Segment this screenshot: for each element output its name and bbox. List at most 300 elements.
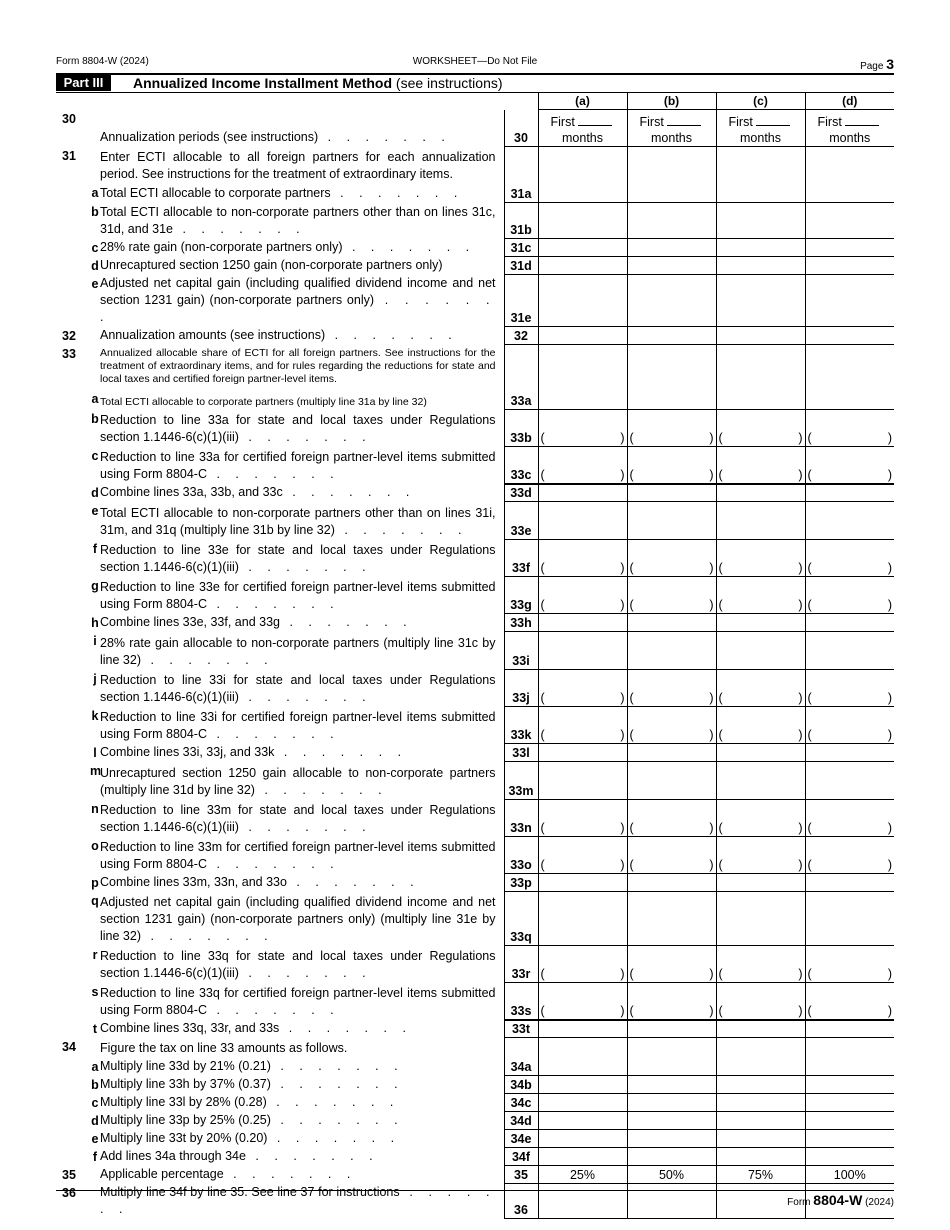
line-number [56, 670, 90, 707]
line-ref-33k: 33k [504, 707, 538, 744]
line-row-34e [56, 1130, 894, 1148]
months-label: months [562, 131, 603, 145]
input-34f-b[interactable] [627, 1148, 716, 1166]
input-34a-d[interactable] [805, 1058, 894, 1076]
line-ref-33 [504, 345, 538, 390]
line-text: Unrecaptured section 1250 gain (non-corporate partners only) [100, 257, 443, 272]
worksheet-notice: WORKSHEET—Do Not File [412, 56, 538, 67]
line-letter: a [91, 391, 99, 406]
line-text: Reduction to line 33q for state and local taxes under Regulations section 1.1446-6(c)(1)(iii) [100, 948, 496, 980]
leader-dots: . . . . . . . [266, 1094, 400, 1109]
close-paren: ) [798, 967, 803, 981]
input-33p-b[interactable] [627, 874, 716, 892]
input-31d-a[interactable] [538, 257, 627, 275]
close-paren: ) [620, 1003, 625, 1018]
line-text: Combine lines 33a, 33b, and 33c [100, 484, 283, 499]
input-31b-d[interactable] [805, 203, 894, 239]
input-34d-d[interactable] [805, 1112, 894, 1130]
input-33g-b[interactable] [627, 577, 716, 614]
input-33h-c[interactable] [716, 614, 805, 632]
input-33-d [805, 345, 894, 390]
input-33s-b[interactable] [627, 983, 716, 1020]
line-letter: d [91, 1113, 99, 1128]
open-paren: ( [718, 821, 723, 835]
input-33o-b[interactable] [627, 837, 716, 874]
input-33c-d[interactable] [805, 447, 894, 484]
months-blank[interactable] [845, 113, 879, 126]
input-33t-d[interactable] [805, 1020, 894, 1038]
col-a-header: (a) [538, 93, 627, 110]
part-title: Annualized Income Installment Method (see instructions) [133, 75, 503, 91]
input-33k-c[interactable] [716, 707, 805, 744]
input-33f-b[interactable] [627, 540, 716, 577]
input-33c-c[interactable] [716, 447, 805, 484]
input-33m-a[interactable] [538, 762, 627, 800]
first-months-field[interactable] [628, 110, 716, 146]
close-paren: ) [709, 858, 714, 872]
input-34e-b[interactable] [627, 1130, 716, 1148]
input-33d-c[interactable] [716, 484, 805, 502]
input-31d-d[interactable] [805, 257, 894, 275]
input-34f-c[interactable] [716, 1148, 805, 1166]
line-letter: l [93, 745, 97, 760]
leader-dots: . . . . . . . [238, 965, 372, 980]
line-row-34f [56, 1148, 894, 1166]
input-33b-b[interactable] [627, 410, 716, 447]
input-33f-a[interactable] [538, 540, 627, 577]
line-number: 31 [62, 148, 76, 163]
input-33p-a[interactable] [538, 874, 627, 892]
close-paren: ) [798, 467, 803, 482]
input-33d-b[interactable] [627, 484, 716, 502]
line-description [100, 345, 504, 390]
close-paren: ) [620, 691, 625, 705]
close-paren: ) [887, 858, 892, 872]
line-text: Total ECTI allocable to non-corporate partners other than on lines 31c, 31d, and 31e [100, 204, 496, 236]
months-blank[interactable] [756, 113, 790, 126]
input-33l-a[interactable] [538, 744, 627, 762]
input-33p-c[interactable] [716, 874, 805, 892]
input-33r-d[interactable] [805, 946, 894, 983]
line-text: Enter ECTI allocable to all foreign partners for each annualization period. See instructions for the treatment of extraordinary items. [100, 149, 496, 181]
input-31e-b[interactable] [627, 275, 716, 327]
line-row-31e [56, 275, 894, 327]
first-label: First [728, 115, 753, 129]
input-33e-b[interactable] [627, 502, 716, 540]
input-31c-b[interactable] [627, 239, 716, 257]
input-33c-b[interactable] [627, 447, 716, 484]
close-paren: ) [887, 691, 892, 705]
input-34c-b[interactable] [627, 1094, 716, 1112]
close-paren: ) [798, 691, 803, 705]
input-32-a[interactable] [538, 327, 627, 345]
input-34a-b[interactable] [627, 1058, 716, 1076]
open-paren: ( [540, 431, 545, 445]
open-paren: ( [540, 821, 545, 835]
open-paren: ( [629, 467, 634, 482]
line-row-36 [56, 1184, 894, 1219]
input-31a-a[interactable] [538, 184, 627, 203]
line-row-33b [56, 410, 894, 447]
input-30-d[interactable] [805, 110, 894, 147]
input-31d-c[interactable] [716, 257, 805, 275]
line-row-33d [56, 484, 894, 502]
line-number [56, 257, 90, 275]
line-number [56, 837, 90, 874]
line-description [100, 892, 504, 946]
input-33n-c[interactable] [716, 800, 805, 837]
input-33k-a[interactable] [538, 707, 627, 744]
input-33s-d[interactable] [805, 983, 894, 1020]
line-description [100, 327, 504, 345]
open-paren: ( [540, 598, 545, 612]
input-33t-a[interactable] [538, 1020, 627, 1038]
input-33g-a[interactable] [538, 577, 627, 614]
line-row-34a [56, 1058, 894, 1076]
line-row-33k [56, 707, 894, 744]
line-row-34d [56, 1112, 894, 1130]
line-description [100, 632, 504, 670]
input-32-d[interactable] [805, 327, 894, 345]
input-33-c [716, 345, 805, 390]
line-number [56, 239, 90, 257]
input-30-a[interactable] [538, 110, 627, 147]
input-33j-c[interactable] [716, 670, 805, 707]
input-33e-c[interactable] [716, 502, 805, 540]
line-letter: c [91, 240, 99, 255]
leader-dots: . . . . . . . [279, 1020, 412, 1035]
input-34d-c[interactable] [716, 1112, 805, 1130]
input-31e-c[interactable] [716, 275, 805, 327]
line-number: 35 [62, 1167, 76, 1182]
line-text: Combine lines 33e, 33f, and 33g [100, 614, 280, 629]
input-36-a[interactable] [538, 1184, 627, 1219]
line-number [56, 983, 90, 1020]
input-34b-a[interactable] [538, 1076, 627, 1094]
open-paren: ( [807, 561, 812, 575]
months-blank[interactable] [667, 113, 701, 126]
input-33g-d[interactable] [805, 577, 894, 614]
input-33m-c[interactable] [716, 762, 805, 800]
input-33b-c[interactable] [716, 410, 805, 447]
input-34d-a[interactable] [538, 1112, 627, 1130]
input-33f-c[interactable] [716, 540, 805, 577]
open-paren: ( [540, 967, 545, 981]
input-33l-d[interactable] [805, 744, 894, 762]
line-row-31d [56, 257, 894, 275]
input-33d-a[interactable] [538, 484, 627, 502]
input-33k-d[interactable] [805, 707, 894, 744]
line-ref-34f: 34f [504, 1148, 538, 1166]
input-33o-d[interactable] [805, 837, 894, 874]
input-33i-a[interactable] [538, 632, 627, 670]
input-33h-d[interactable] [805, 614, 894, 632]
leader-dots: . . . . . . . [286, 874, 420, 889]
input-30-b[interactable] [627, 110, 716, 147]
input-34f-a[interactable] [538, 1148, 627, 1166]
line-ref-32: 32 [504, 327, 538, 345]
input-34b-d[interactable] [805, 1076, 894, 1094]
input-30-c[interactable] [716, 110, 805, 147]
input-33b-a[interactable] [538, 410, 627, 447]
months-blank[interactable] [578, 113, 612, 126]
line-ref-33p: 33p [504, 874, 538, 892]
input-36-b[interactable] [627, 1184, 716, 1219]
input-33i-c[interactable] [716, 632, 805, 670]
line-text: Annualization amounts (see instructions) [100, 327, 326, 342]
line-letter: h [91, 615, 99, 630]
line-ref-34 [504, 1038, 538, 1058]
input-34c-a[interactable] [538, 1094, 627, 1112]
input-34-b [627, 1038, 716, 1058]
input-31a-c[interactable] [716, 184, 805, 203]
input-34d-b[interactable] [627, 1112, 716, 1130]
leader-dots: . . . . . . . [207, 466, 340, 481]
line-row-33p [56, 874, 894, 892]
line-description [100, 502, 504, 540]
input-33o-a[interactable] [538, 837, 627, 874]
leader-dots: . . . . . . . [207, 726, 340, 741]
input-31-c [716, 147, 805, 184]
input-32-c[interactable] [716, 327, 805, 345]
line-row-32 [56, 327, 894, 345]
input-33r-b[interactable] [627, 946, 716, 983]
input-33f-d[interactable] [805, 540, 894, 577]
input-34e-a[interactable] [538, 1130, 627, 1148]
first-months-field[interactable] [717, 110, 805, 146]
leader-dots: . . . . . . . [280, 614, 413, 629]
input-31c-d[interactable] [805, 239, 894, 257]
line-description [100, 707, 504, 744]
input-33i-b[interactable] [627, 632, 716, 670]
line-number [56, 410, 90, 447]
input-34f-d[interactable] [805, 1148, 894, 1166]
input-32-b[interactable] [627, 327, 716, 345]
line-text: Figure the tax on line 33 amounts as follows. [100, 1040, 348, 1055]
input-33p-d[interactable] [805, 874, 894, 892]
line-letter: d [91, 485, 99, 500]
leader-dots: . . . . . . . [173, 221, 306, 236]
line-row-33q [56, 892, 894, 946]
input-33q-c[interactable] [716, 892, 805, 946]
input-34b-b[interactable] [627, 1076, 716, 1094]
input-34a-c[interactable] [716, 1058, 805, 1076]
line-letter: b [91, 411, 99, 426]
input-34a-a[interactable] [538, 1058, 627, 1076]
line-ref-33n: 33n [504, 800, 538, 837]
input-33g-c[interactable] [716, 577, 805, 614]
input-33a-d[interactable] [805, 390, 894, 410]
input-33j-d[interactable] [805, 670, 894, 707]
input-33s-a[interactable] [538, 983, 627, 1020]
line-row-33 [56, 345, 894, 390]
input-33b-d[interactable] [805, 410, 894, 447]
first-label: First [550, 115, 575, 129]
line-number [56, 800, 90, 837]
input-33t-b[interactable] [627, 1020, 716, 1038]
close-paren: ) [798, 728, 803, 742]
first-label: First [639, 115, 664, 129]
input-31c-c[interactable] [716, 239, 805, 257]
leader-dots: . . . . . . . [325, 327, 458, 342]
input-33o-c[interactable] [716, 837, 805, 874]
input-33-b [627, 345, 716, 390]
line-number [56, 892, 90, 946]
line-text: Reduction to line 33e for certified foreign partner-level items submitted using Form 8804-C [100, 579, 496, 611]
input-35-b[interactable]: 50% [627, 1166, 716, 1184]
input-33q-a[interactable] [538, 892, 627, 946]
input-35-d[interactable]: 100% [805, 1166, 894, 1184]
line-text: 28% rate gain allocable to non-corporate partners (multiply line 31c by line 32) [100, 635, 496, 667]
input-33m-b[interactable] [627, 762, 716, 800]
input-33e-a[interactable] [538, 502, 627, 540]
line-description [100, 110, 504, 147]
input-31b-c[interactable] [716, 203, 805, 239]
line-row-33r [56, 946, 894, 983]
line-ref-31a: 31a [504, 184, 538, 203]
leader-dots: . . . . . . . [141, 928, 274, 943]
line-row-35 [56, 1166, 894, 1184]
input-33a-b[interactable] [627, 390, 716, 410]
input-33l-b[interactable] [627, 744, 716, 762]
line-description [100, 1058, 504, 1076]
open-paren: ( [807, 728, 812, 742]
input-34c-c[interactable] [716, 1094, 805, 1112]
leader-dots: . . . . . . . [342, 239, 476, 254]
line-text: Multiply line 33d by 21% (0.21) [100, 1058, 271, 1073]
col-d-header: (d) [805, 93, 894, 110]
close-paren: ) [620, 967, 625, 981]
input-31e-a[interactable] [538, 275, 627, 327]
line-ref-33a: 33a [504, 390, 538, 410]
input-33n-d[interactable] [805, 800, 894, 837]
input-33e-d[interactable] [805, 502, 894, 540]
open-paren: ( [718, 598, 723, 612]
line-row-33c [56, 447, 894, 484]
leader-dots: . . . . . . . [207, 1002, 340, 1017]
input-34e-c[interactable] [716, 1130, 805, 1148]
line-number [56, 1058, 90, 1076]
line-number [56, 1148, 90, 1166]
line-text: Reduction to line 33a for certified foreign partner-level items submitted using Form 8804-C [100, 449, 496, 481]
input-34b-c[interactable] [716, 1076, 805, 1094]
first-months-field[interactable] [539, 110, 627, 146]
input-33m-d[interactable] [805, 762, 894, 800]
col-b-header: (b) [627, 93, 716, 110]
input-31e-d[interactable] [805, 275, 894, 327]
line-ref-35: 35 [504, 1166, 538, 1184]
line-number: 32 [62, 328, 76, 343]
line-letter: e [91, 1131, 99, 1146]
line-description [100, 837, 504, 874]
input-33j-a[interactable] [538, 670, 627, 707]
input-33a-c[interactable] [716, 390, 805, 410]
line-ref-33t: 33t [504, 1020, 538, 1038]
input-35-a[interactable]: 25% [538, 1166, 627, 1184]
input-33j-b[interactable] [627, 670, 716, 707]
input-33q-d[interactable] [805, 892, 894, 946]
close-paren: ) [798, 561, 803, 575]
input-31b-a[interactable] [538, 203, 627, 239]
open-paren: ( [718, 431, 723, 445]
input-31b-b[interactable] [627, 203, 716, 239]
close-paren: ) [887, 598, 892, 612]
input-31c-a[interactable] [538, 239, 627, 257]
input-34c-d[interactable] [805, 1094, 894, 1112]
input-33n-b[interactable] [627, 800, 716, 837]
open-paren: ( [718, 561, 723, 575]
line-number [56, 540, 90, 577]
input-33n-a[interactable] [538, 800, 627, 837]
leader-dots: . . . . . . . [330, 185, 464, 200]
input-31d-b[interactable] [627, 257, 716, 275]
line-row-33j [56, 670, 894, 707]
input-33c-a[interactable] [538, 447, 627, 484]
line-text: Adjusted net capital gain (including qualified dividend income and net section 1231 gain) (non-corporate partners only) (multiply line 31e by line 32) [100, 894, 496, 943]
input-34-d [805, 1038, 894, 1058]
input-33k-b[interactable] [627, 707, 716, 744]
line-ref-33d: 33d [504, 484, 538, 502]
open-paren: ( [718, 858, 723, 872]
input-33q-b[interactable] [627, 892, 716, 946]
open-paren: ( [629, 821, 634, 835]
input-31-b [627, 147, 716, 184]
close-paren: ) [887, 728, 892, 742]
input-31a-b[interactable] [627, 184, 716, 203]
line-text: Multiply line 34f by line 35. See line 37 for instructions [100, 1184, 400, 1199]
input-33r-a[interactable] [538, 946, 627, 983]
line-ref-33e: 33e [504, 502, 538, 540]
line-description [100, 147, 504, 184]
footer-form-number: Form 8804-W (2024) [787, 1192, 894, 1208]
input-33a-a[interactable] [538, 390, 627, 410]
line-description [100, 540, 504, 577]
line-ref-33h: 33h [504, 614, 538, 632]
input-33l-c[interactable] [716, 744, 805, 762]
input-33t-c[interactable] [716, 1020, 805, 1038]
open-paren: ( [629, 967, 634, 981]
input-33r-c[interactable] [716, 946, 805, 983]
input-33d-d[interactable] [805, 484, 894, 502]
line-letter: d [91, 258, 99, 273]
input-33h-b[interactable] [627, 614, 716, 632]
line-number [56, 762, 90, 800]
line-row-33l [56, 744, 894, 762]
line-letter: s [91, 984, 99, 999]
input-31a-d[interactable] [805, 184, 894, 203]
input-33h-a[interactable] [538, 614, 627, 632]
input-34e-d[interactable] [805, 1130, 894, 1148]
input-33i-d[interactable] [805, 632, 894, 670]
line-description [100, 1094, 504, 1112]
line-text: Reduction to line 33q for certified foreign partner-level items submitted using Form 8804-C [100, 985, 496, 1017]
input-35-c[interactable]: 75% [716, 1166, 805, 1184]
leader-dots: . . . . . . . [254, 782, 388, 797]
input-34-a [538, 1038, 627, 1058]
line-number [56, 874, 90, 892]
line-number [56, 203, 90, 239]
bottom-rule [56, 1190, 894, 1191]
input-33s-c[interactable] [716, 983, 805, 1020]
line-description [100, 1184, 504, 1219]
line-row-33a [56, 390, 894, 410]
first-months-field[interactable] [806, 110, 895, 146]
close-paren: ) [620, 858, 625, 872]
line-text: Reduction to line 33a for state and local taxes under Regulations section 1.1446-6(c)(1)(iii) [100, 412, 496, 444]
line-text: Multiply line 33h by 37% (0.37) [100, 1076, 271, 1091]
line-letter: f [92, 1149, 98, 1164]
line-text: Unrecaptured section 1250 gain allocable to non-corporate partners (multiply line 31d by line 32) [100, 765, 496, 797]
